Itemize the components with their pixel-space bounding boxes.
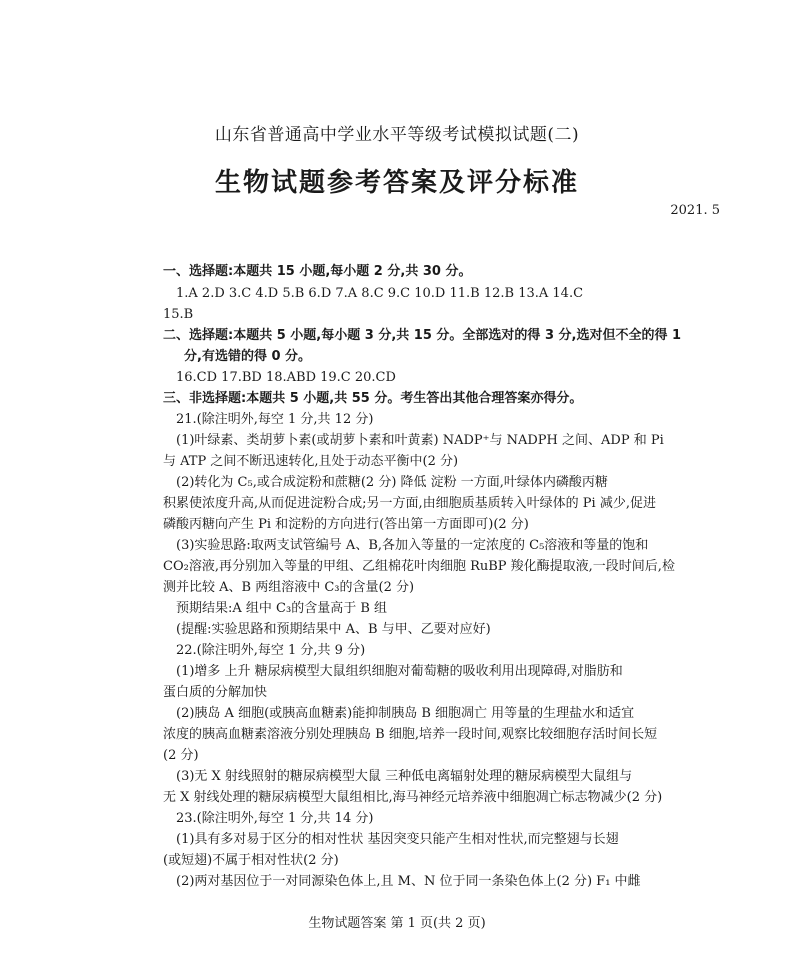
exam-subtitle: 山东省普通高中学业水平等级考试模拟试题(二) (214, 125, 580, 145)
answer-line: 测并比较 A、B 两组溶液中 C₃的含量(2 分) (163, 580, 415, 595)
document-title: 生物试题参考答案及评分标准 (214, 168, 579, 198)
page-footer: 生物试题答案 第 1 页(共 2 页) (308, 916, 486, 931)
question-header: 23.(除注明外,每空 1 分,共 14 分) (176, 811, 374, 826)
answer-line: (2 分) (163, 748, 199, 763)
answer-line: 蛋白质的分解加快 (163, 685, 268, 700)
answer-line: (1)增多 上升 糖尿病模型大鼠组织细胞对葡萄糖的吸收利用出现障碍,对脂肪和 (176, 664, 623, 679)
question-header: 21.(除注明外,每空 1 分,共 12 分) (176, 412, 374, 427)
answer-line: 1.A 2.D 3.C 4.D 5.B 6.D 7.A 8.C 9.C 10.D 11.B 12.B 13.A 14.C (176, 286, 584, 301)
answer-line: (3)无 X 射线照射的糖尿病模型大鼠 三种低电离辐射处理的糖尿病模型大鼠组与 (176, 769, 633, 784)
answer-line: (或短翅)不属于相对性状(2 分) (163, 853, 339, 868)
answer-line: (2)转化为 C₅,或合成淀粉和蔗糖(2 分) 降低 淀粉 一方面,叶绿体内磷酸丙糖 (176, 475, 608, 490)
answer-line: (3)实验思路:取两支试管编号 A、B,各加入等量的一定浓度的 C₅溶液和等量的饱和 (176, 538, 649, 553)
answer-line: (1)具有多对易于区分的相对性状 基因突变只能产生相对性状,而完整翅与长翅 (176, 832, 619, 847)
section-two-heading: 二、选择题:本题共 5 小题,每小题 3 分,共 15 分。全部选对的得 3 分,选对但不全的得 1 (163, 328, 682, 343)
answer-line: 预期结果:A 组中 C₃的含量高于 B 组 (176, 601, 388, 616)
section-three-heading: 三、非选择题:本题共 5 小题,共 55 分。考生答出其他合理答案亦得分。 (163, 391, 583, 406)
answer-line: 无 X 射线处理的糖尿病模型大鼠组相比,海马神经元培养液中细胞凋亡标志物减少(2 分) (163, 790, 663, 805)
answer-line: 16.CD 17.BD 18.ABD 19.C 20.CD (176, 370, 396, 385)
section-two-heading-cont: 分,有选错的得 0 分。 (184, 349, 312, 364)
answer-line: 积累使浓度升高,从而促进淀粉合成;另一方面,由细胞质基质转入叶绿体的 Pi 减少,促进 (163, 496, 656, 511)
answer-line: (1)叶绿素、类胡萝卜素(或胡萝卜素和叶黄素) NADP⁺与 NADPH 之间、ADP 和 Pi (176, 433, 664, 448)
answer-line: 磷酸丙糖向产生 Pi 和淀粉的方向进行(答出第一方面即可)(2 分) (163, 517, 529, 532)
answer-line: (提醒:实验思路和预期结果中 A、B 与甲、乙要对应好) (176, 622, 491, 637)
document-date: 2021. 5 (670, 203, 720, 218)
section-one-heading: 一、选择题:本题共 15 小题,每小题 2 分,共 30 分。 (163, 264, 472, 279)
answer-line: 浓度的胰高血糖素溶液分别处理胰岛 B 细胞,培养一段时间,观察比较细胞存活时间长短 (163, 727, 658, 742)
answer-line: (2)两对基因位于一对同源染色体上,且 M、N 位于同一条染色体上(2 分) F₁ 中雌 (176, 874, 641, 889)
answer-line: 15.B (163, 307, 194, 322)
question-header: 22.(除注明外,每空 1 分,共 9 分) (176, 643, 366, 658)
answer-line: (2)胰岛 A 细胞(或胰高血糖素)能抑制胰岛 B 细胞凋亡 用等量的生理盐水和适宜 (176, 706, 635, 721)
answer-line: CO₂溶液,再分别加入等量的甲组、乙组棉花叶肉细胞 RuBP 羧化酶提取液,一段时间后,检 (163, 559, 675, 574)
answer-line: 与 ATP 之间不断迅速转化,且处于动态平衡中(2 分) (163, 454, 459, 469)
